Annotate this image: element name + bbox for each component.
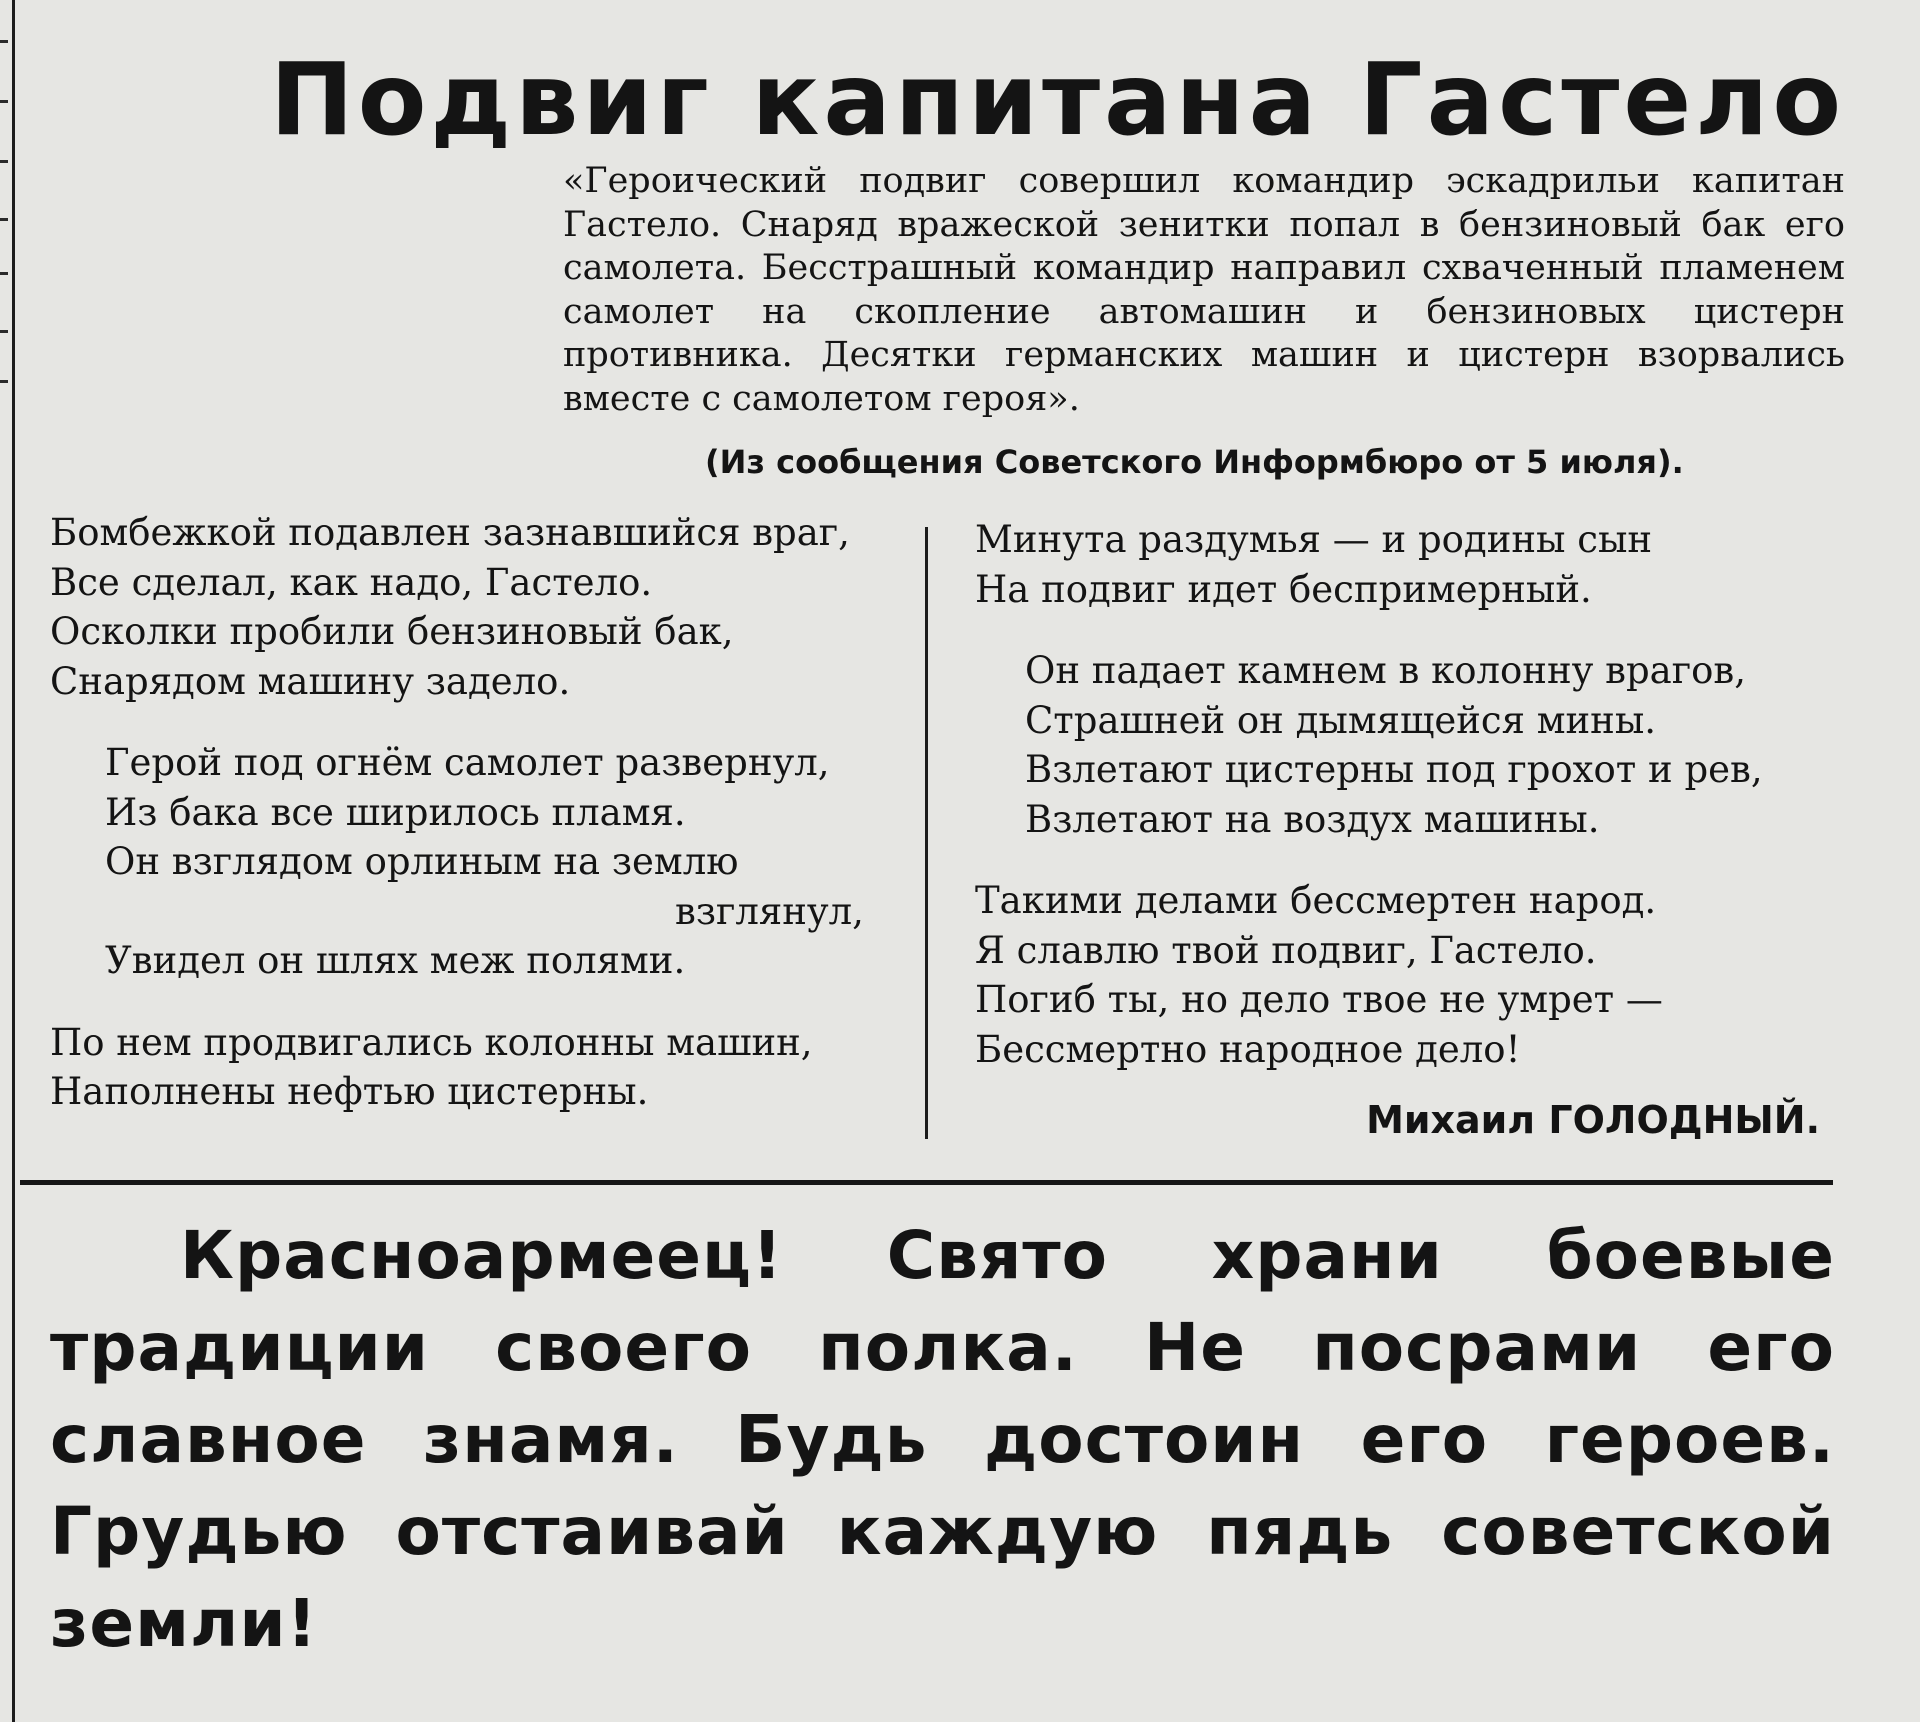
poem-line: По нем продвигались колонны машин, xyxy=(50,1020,813,1064)
poem-line: Минута раздумья — и родины сын xyxy=(975,518,1653,561)
article-title: Подвиг капитана Гастело xyxy=(270,41,1846,158)
poem-line: На подвиг идет беспримерный. xyxy=(975,567,1592,611)
poem-line: Наполнены нефтью цистерны. xyxy=(50,1070,649,1113)
poem-line: Погиб ты, но дело твое не умрет — xyxy=(975,978,1663,1021)
poem-line: Взлетают цистерны под грохот и рев, xyxy=(1025,748,1763,791)
poem-line: Бомбежкой подавлен зазнавшийся враг, xyxy=(50,511,850,554)
poem-line: Герой под огнём самолет развернул, xyxy=(105,741,830,784)
poem-line: взглянул, xyxy=(675,889,864,933)
poem-line: Все сделал, как надо, Гастело. xyxy=(50,560,653,604)
poem-line: Я славлю твой подвиг, Гастело. xyxy=(975,928,1597,972)
poem-line: Увидел он шлях меж полями. xyxy=(105,939,686,982)
quote-source: (Из сообщения Советского Информбюро от 5 июля). xyxy=(705,443,1684,481)
section-divider xyxy=(20,1180,1833,1185)
poem-line: Он падает камнем в колонну врагов, xyxy=(1025,649,1746,692)
informburo-quote: «Героический подвиг совершил командир эскадрильи капитан Гастело. Снаряд вражеской зенитки попал в бензиновый бак его самолета. Бесстрашный командир направил схваченный пламенем самолет на скопление автомашин и бензиновых цистерн противника. Десятки германских машин и цистерн взорвались вместе с самолетом героя». xyxy=(563,161,1845,419)
poem-line: Такими делами бессмертен народ. xyxy=(975,879,1657,922)
poem-line: Из бака все ширилось пламя. xyxy=(105,790,686,834)
poem-line: Снарядом машину задело. xyxy=(50,659,571,703)
poem-line: Он взглядом орлиным на землю xyxy=(105,840,739,883)
left-border-rule xyxy=(12,0,15,1722)
poem-line: Бессмертно народное дело! xyxy=(975,1027,1521,1071)
slogan-text: Красноармеец! Свято храни боевые традиции своего полка. Не посрами его славное знамя. Будь достоин его героев. Грудью отстаивай каждую пядь советской земли! xyxy=(50,1217,1835,1662)
poem-line: Осколки пробили бензиновый бак, xyxy=(50,610,734,653)
poem-left-column xyxy=(50,508,890,1117)
poem-author: Михаил ГОЛОДНЫЙ. xyxy=(1366,1098,1820,1142)
poem-right-column xyxy=(975,515,1855,1074)
poem-line: Страшней он дымящейся мины. xyxy=(1025,698,1657,742)
poem-line: Взлетают на воздух машины. xyxy=(1025,797,1600,841)
column-divider xyxy=(925,527,928,1139)
